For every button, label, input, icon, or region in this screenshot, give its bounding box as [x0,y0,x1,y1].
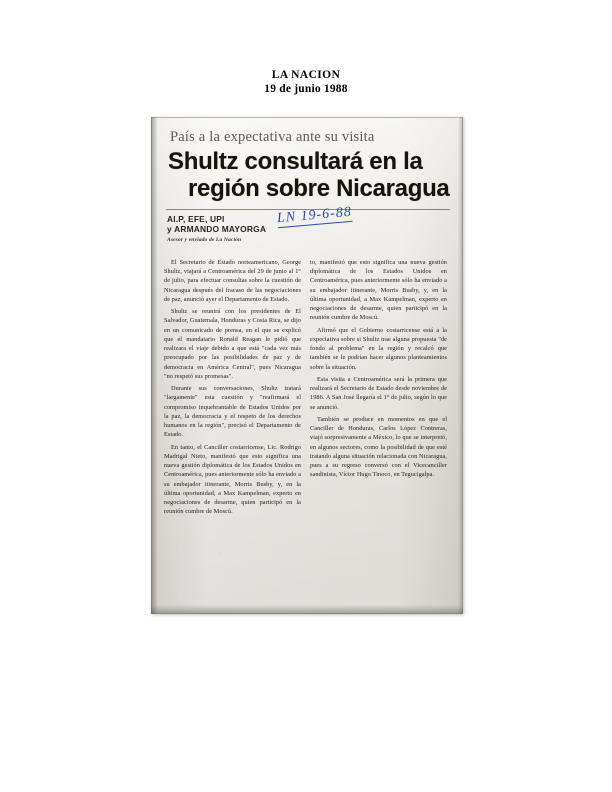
headline-line-2: región sobre Nicaragua [188,174,450,202]
article-kicker: País a la expectativa ante su visita [170,129,375,145]
clipping-edge-shadow-bottom [151,605,463,614]
paragraph: Durante sus conversaciones, Shultz tratará "largamente" esta cuestión y "reafirmará el compromiso inquebrantable de Estados Unidos por la paz, la democracia y el respeto de los derechos humanos en la región", precisó el Departamento de Estado. [164,385,301,439]
newspaper-clipping [151,117,463,614]
document-header [0,0,612,97]
paragraph: Afirmó que el Gobierno costarricense está a la expectativa sobre si Shultz trae alguna propuesta "de fondo al problema" en la región y recalcó que también se le podrían hacer algunos planteamientos sobre la situación. [310,326,447,371]
byline-credit: Asesor y enviado de La Nación [167,236,242,243]
article-column-1 [164,258,301,517]
byline-author: y ARMANDO MAYORGA [167,224,267,235]
paragraph: El Secretario de Estado norteamericano, George Shultz, viajará a Centroamérica del 29 de junio al 1° de julio, para efectuar consultas sobre la cuestión de Nicaragua después del fracaso de las negociaciones de paz, anunció ayer el Departamento de Estado. [164,258,301,303]
paragraph: En tanto, el Canciller costarricense, Lic. Rodrigo Madrigal Nieto, manifestó que esto significa una nueva gestión diplomática de los Estados Unidos en Centroamérica, pues anteriormente sólo ha enviado a su embajador itinerante, Morris Busby, y, en la última oportunidad, a Max Kampelman, experto en negociaciones de desarme, quien participó en la reunión cumbre de Moscú. [164,443,301,516]
byline-agencies: AI.P, EFE, UPI [167,213,225,224]
paragraph: Esta visita a Centroamérica será la primera que realizará el Secretario de Estado desde noviembre de 1986. A San José llegaría el 1° de julio, según lo que se anunció. [310,375,447,411]
newspaper-masthead: LA NACION [271,69,341,81]
handwritten-annotation-text: LN 19-6-88 [276,204,353,226]
clipping-edge-shadow-left [151,117,158,614]
paragraph: También se produce en momentos en que el Canciller de Honduras, Carlos López Contreras, viajó sorpresivamente a México, lo que se interpretó, en algunos sectores, como la posibilidad de que esté tratando alguna situación relacionada con Nicaragua, pues a su regreso conversó con el Vicecanciller sandinista, Víctor Hugo Tinoco, en Tegucigalpa. [310,415,447,479]
issue-date: 19 de junio 1988 [264,83,348,96]
article-columns [164,258,452,517]
byline-block [167,204,452,254]
paragraph: to, manifestó que esto significa una nueva gestión diplomática de los Estados Unidos en Centroamérica, pues anteriormente sólo ha enviado a su embajador itinerante, Morris Busby, y, en la última oportunidad, a Max Kampelman, experto en negociaciones de desarme, quien participó en la reunión cumbre de Moscú. [310,258,447,322]
article-headline [168,149,452,203]
clipping-edge-shadow-right [458,117,463,614]
paragraph: Shultz se reunirá con los presidentes de El Salvador, Guatemala, Honduras y Costa Rica, se dijo en un comunicado de prensa, en el que se explicó que el mandatario Ronald Reagan le pidió que realizara el viaje debido a que está "cada vez más preocupado por las posibilidades de paz y de democracia en América Central", pues Nicaragua "no respetó sus promesas". [164,308,301,380]
headline-line-1: Shultz consultará en la [168,148,423,175]
article-column-2 [310,258,447,517]
